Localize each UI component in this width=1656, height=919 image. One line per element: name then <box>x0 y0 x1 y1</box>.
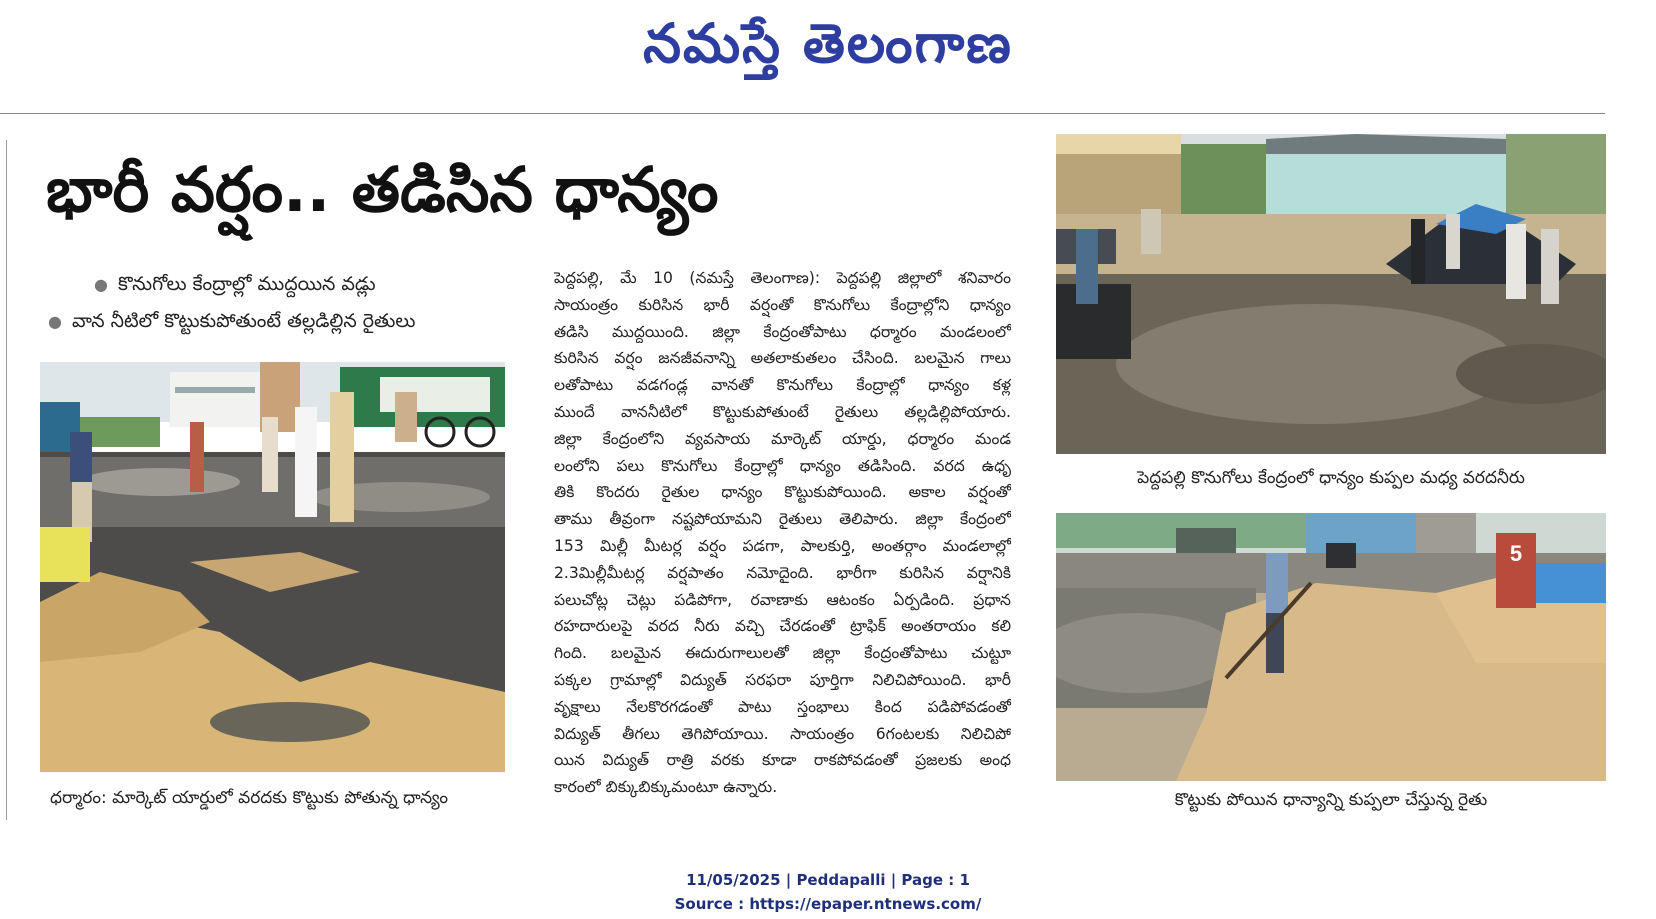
sub-headline-1: ● కొనుగోలు కేంద్రాల్లో ముద్దయిన వడ్లు <box>94 273 376 295</box>
article-headline: భారీ వర్షం.. తడిసిన ధాన్యం <box>46 153 719 226</box>
newspaper-logo: నమస్తే తెలంగాణ <box>643 11 1013 75</box>
article-line: జిల్లా కేంద్రంలోని వ్యవసాయ మార్కెట్ యార్డు, ధర్మారం మండ <box>554 429 1011 448</box>
photo-farmer-gathering-grain <box>1056 513 1606 781</box>
photo-purchase-centre-flood <box>1056 134 1606 454</box>
caption-left: ధర్మారం: మార్కెట్ యార్డులో వరదకు కొట్టుకు పోతున్న ధాన్యం <box>50 788 448 808</box>
footer-source-link[interactable]: Source : https://epaper.ntnews.com/ <box>674 895 982 913</box>
article-line: సాయంత్రం కురిసిన భారీ వర్షంతో కొనుగోలు కేంద్రాల్లోని ధాన్యం <box>554 295 1011 314</box>
sub-headlines <box>48 266 518 340</box>
article-line: గింది. బలమైన ఈదురుగాలులతో జిల్లా కేంద్రంతోపాటు చుట్టూ <box>554 644 1011 663</box>
column-divider <box>6 140 7 820</box>
article-line: రహదారులపై వరద నీరు వచ్చి చేరడంతో ట్రాఫిక్ అంతరాయం కలి <box>554 617 1011 636</box>
sub-headline-2: ● వాన నీటిలో కొట్టుకుపోతుంటే తల్లడిల్లిన రైతులు <box>48 310 416 332</box>
article-line: యిన విద్యుత్ రాత్రి వరకు కూడా రాకపోవడంతో ప్రజలకు అంధ <box>554 751 1011 770</box>
caption-bottom-right: కొట్టుకు పోయిన ధాన్యాన్ని కుప్పలా చేస్తున్న రైతు <box>1174 790 1488 810</box>
masthead-divider <box>0 113 1605 114</box>
article-line: పలుచోట్ల చెట్లు పడిపోగా, రవాణాకు ఆటంకం ఏర్పడింది. ప్రధాన <box>554 590 1011 609</box>
photo-market-yard <box>40 362 505 772</box>
article-line: లంలోని పలు కొనుగోలు కేంద్రాల్లో ధాన్యం తడిసింది. వరద ఉధృ <box>554 456 1011 475</box>
article-line: పక్కల గ్రామాల్లో విద్యుత్ సరఫరా పూర్తిగా నిలిచిపోయింది. భారీ <box>554 670 1011 689</box>
article-line: విద్యుత్ తీగలు తెగిపోయాయి. సాయంత్రం 6గంటలకు నిలిచిపో <box>554 724 1011 743</box>
article-line: ముందే వాననీటిలో కొట్టుకుపోతుంటే రైతులు తల్లడిల్లిపోయారు. <box>554 402 1011 421</box>
bullet-icon: ● <box>48 312 62 331</box>
masthead <box>0 0 1656 90</box>
page-footer <box>0 868 1656 916</box>
bullet-icon: ● <box>94 275 108 294</box>
article-line: పెద్దపల్లి, మే 10 (నమస్తే తెలంగాణ): పెద్దపల్లి జిల్లాలో శనివారం <box>554 269 1011 287</box>
article-body <box>554 265 1011 801</box>
stall-number-sign: 5 <box>1502 539 1530 569</box>
article-line: 2.3మిల్లీమీటర్ల వర్షపాతం నమోదైంది. భారీగా కురిసిన వర్షానికి <box>554 563 1011 582</box>
caption-top-right: పెద్దపల్లి కొనుగోలు కేంద్రంలో ధాన్యం కుప్పల మధ్య వరదనీరు <box>1137 468 1525 488</box>
article-line: వృక్షాలు నేలకొరగడంతో పాటు స్తంభాలు కింద పడిపోవడంతో <box>554 697 1011 716</box>
article-line: కురిసిన వర్షం జనజీవనాన్ని అతలాకుతలం చేసింది. బలమైన గాలు <box>554 349 1011 368</box>
article-line: తడిసి ముద్దయింది. జిల్లా కేంద్రంతోపాటు ధర్మారం మండలంలో <box>554 322 1011 341</box>
footer-date-page: 11/05/2025 | Peddapalli | Page : 1 <box>686 871 970 889</box>
article-line: లతోపాటు వడగండ్ల వానతో కొనుగోలు కేంద్రాల్లో ధాన్యం కళ్ల <box>554 376 1011 395</box>
article-line: 153 మిల్లీ మీటర్ల వర్షం పడగా, పాలకుర్తి, అంతర్గాం మండలాల్లో <box>554 536 1011 555</box>
article-line: తికి కొందరు రైతుల ధాన్యం కొట్టుకుపోయింది. అకాల వర్షంతో <box>554 483 1011 502</box>
article-line: తాము తీవ్రంగా నష్టపోయామని రైతులు తెలిపారు. జిల్లా కేంద్రంలో <box>554 510 1011 529</box>
article-line: కారంలో బిక్కుబిక్కుమంటూ ఉన్నారు. <box>554 778 778 797</box>
